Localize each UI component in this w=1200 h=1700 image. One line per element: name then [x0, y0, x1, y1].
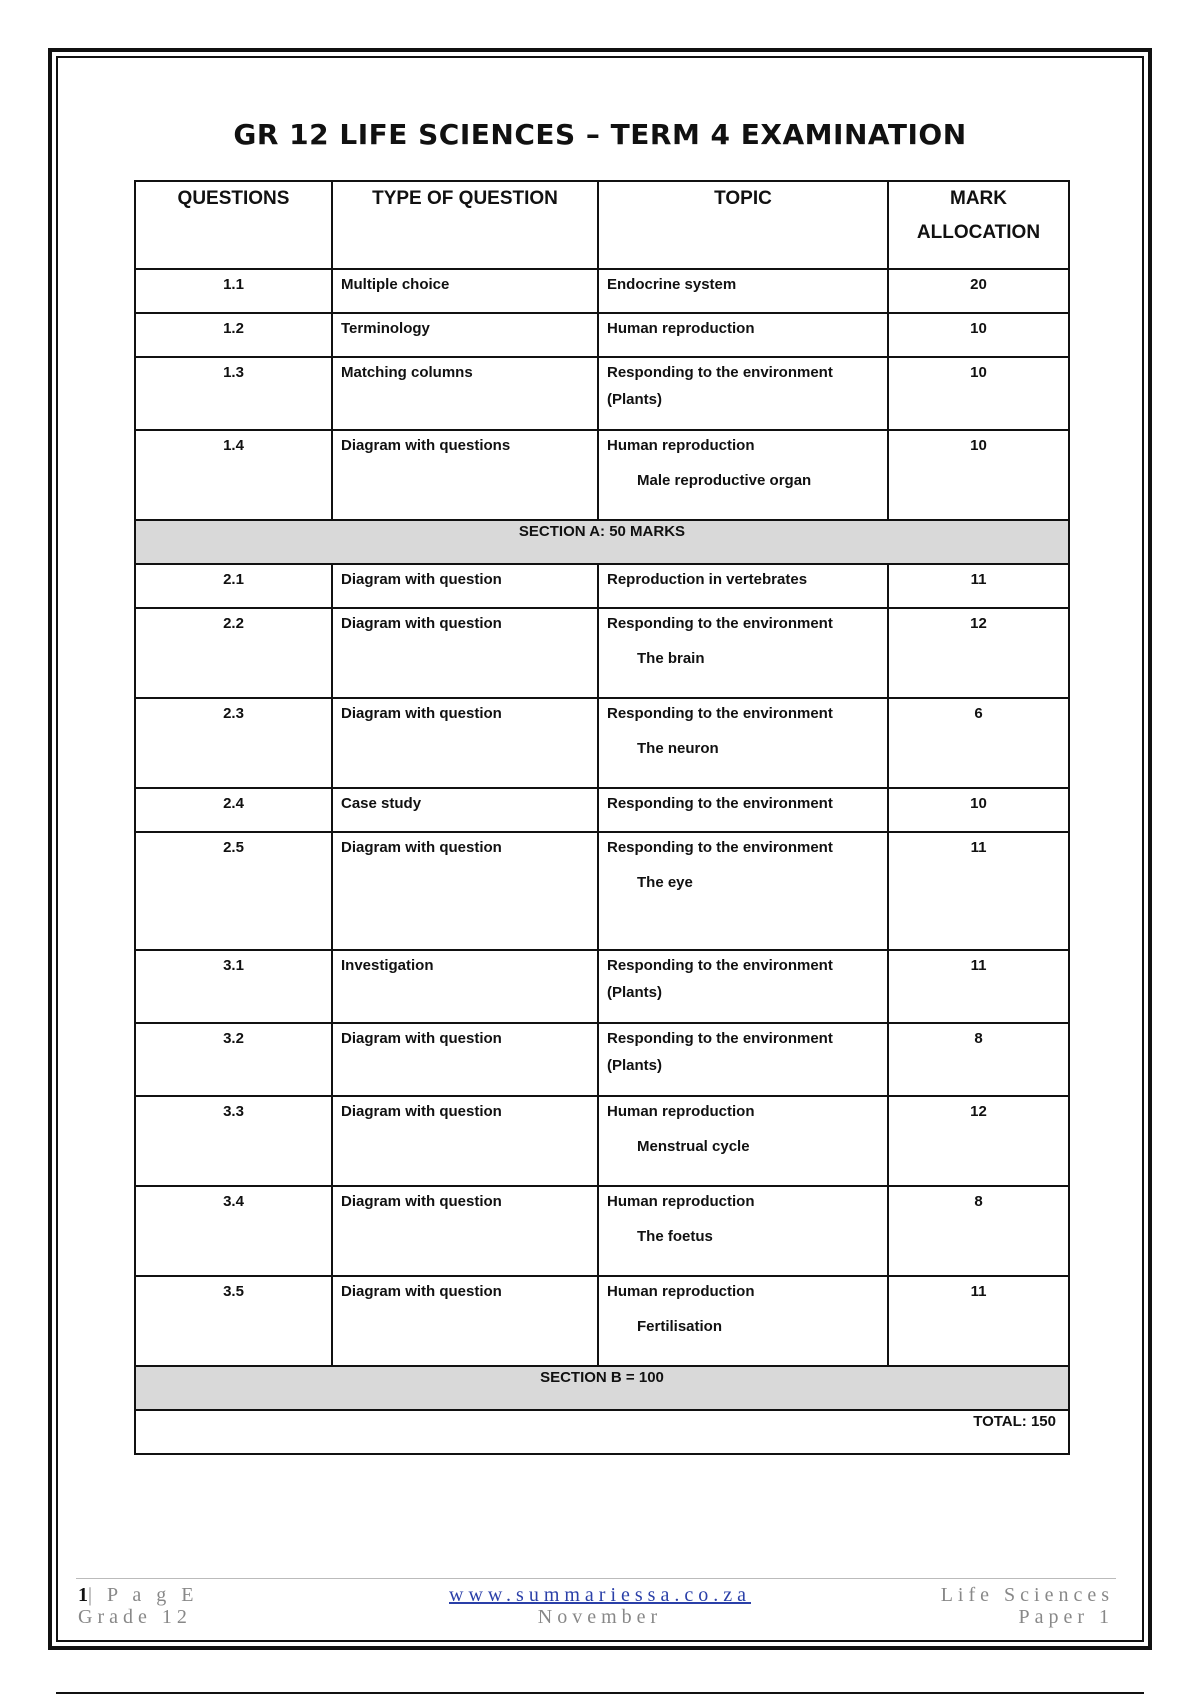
table-row [135, 1023, 1069, 1096]
question-mark: 11 [888, 1276, 1069, 1366]
section-a-label: SECTION A: 50 MARKS [135, 520, 1069, 564]
table-row [135, 313, 1069, 357]
section-b-row [135, 1366, 1069, 1410]
footer-grade: Grade 12 [78, 1606, 192, 1628]
question-topic [598, 1186, 888, 1276]
question-topic [598, 832, 888, 950]
question-topic [598, 698, 888, 788]
question-type: Investigation [332, 950, 598, 1023]
topic-main: Human reproduction [607, 1103, 755, 1120]
question-mark: 10 [888, 788, 1069, 832]
topic-sub: Fertilisation [637, 1318, 723, 1335]
bottom-rule [56, 1692, 1144, 1694]
question-type: Diagram with question [332, 1186, 598, 1276]
section-b-label: SECTION B = 100 [135, 1366, 1069, 1410]
question-number: 1.2 [135, 313, 332, 357]
question-topic [598, 430, 888, 520]
topic-main: Human reproduction [607, 437, 755, 454]
question-mark: 11 [888, 950, 1069, 1023]
topic-main: Responding to the environment [607, 839, 833, 856]
table-row [135, 608, 1069, 698]
total-label: TOTAL: 150 [135, 1410, 1069, 1454]
question-topic [598, 1023, 888, 1096]
topic-main: Human reproduction [607, 1283, 755, 1300]
question-topic [598, 564, 888, 608]
table-row [135, 564, 1069, 608]
question-number: 2.4 [135, 788, 332, 832]
question-number: 1.3 [135, 357, 332, 430]
header-topic: TOPIC [598, 181, 888, 269]
question-mark: 11 [888, 564, 1069, 608]
question-topic [598, 269, 888, 313]
question-number: 3.2 [135, 1023, 332, 1096]
topic-main: Responding to the environment [607, 705, 833, 722]
page-label: | P a g E [88, 1584, 199, 1606]
question-mark: 10 [888, 357, 1069, 430]
topic-main: Responding to the environment [607, 1030, 833, 1047]
footer-subject: Life Sciences [940, 1584, 1114, 1606]
footer-paper: Paper 1 [1018, 1606, 1114, 1628]
header-questions: QUESTIONS [135, 181, 332, 269]
exam-table [134, 180, 1070, 1455]
topic-sub: Menstrual cycle [637, 1138, 750, 1155]
question-mark: 10 [888, 313, 1069, 357]
table-row [135, 788, 1069, 832]
section-a-row [135, 520, 1069, 564]
footer-divider [76, 1578, 1116, 1579]
question-type: Diagram with question [332, 1023, 598, 1096]
footer-center [300, 1584, 900, 1628]
topic-sub: The eye [637, 874, 693, 891]
table-row [135, 1186, 1069, 1276]
question-number: 3.3 [135, 1096, 332, 1186]
question-topic [598, 313, 888, 357]
page-number: 1 [78, 1584, 88, 1606]
question-mark: 8 [888, 1186, 1069, 1276]
table-row [135, 832, 1069, 950]
topic-sub: The neuron [637, 740, 719, 757]
table-row [135, 357, 1069, 430]
header-type: TYPE OF QUESTION [332, 181, 598, 269]
topic-sub: Male reproductive organ [637, 472, 812, 489]
topic-sub: (Plants) [607, 1057, 663, 1074]
topic-main: Responding to the environment [607, 795, 833, 812]
question-number: 1.4 [135, 430, 332, 520]
topic-main: Reproduction in vertebrates [607, 571, 808, 588]
question-mark: 10 [888, 430, 1069, 520]
total-row [135, 1410, 1069, 1454]
question-number: 2.2 [135, 608, 332, 698]
question-type: Diagram with question [332, 832, 598, 950]
website-link[interactable]: www.summariessa.co.za [449, 1584, 751, 1606]
question-type: Diagram with question [332, 608, 598, 698]
topic-main: Responding to the environment [607, 615, 833, 632]
footer-right [941, 1584, 1114, 1628]
question-type: Diagram with question [332, 564, 598, 608]
page-title: GR 12 LIFE SCIENCES – TERM 4 EXAMINATION [233, 118, 967, 151]
question-topic [598, 357, 888, 430]
question-type: Multiple choice [332, 269, 598, 313]
question-mark: 11 [888, 832, 1069, 950]
question-type: Case study [332, 788, 598, 832]
question-topic [598, 788, 888, 832]
topic-main: Responding to the environment [607, 364, 833, 381]
question-number: 3.4 [135, 1186, 332, 1276]
topic-main: Human reproduction [607, 1193, 755, 1210]
table-row [135, 1096, 1069, 1186]
question-topic [598, 608, 888, 698]
table-row [135, 269, 1069, 313]
question-mark: 8 [888, 1023, 1069, 1096]
footer-left [78, 1584, 198, 1628]
topic-main: Human reproduction [607, 320, 755, 337]
question-topic [598, 950, 888, 1023]
table-row [135, 1276, 1069, 1366]
question-mark: 6 [888, 698, 1069, 788]
topic-main: Endocrine system [607, 276, 737, 293]
question-number: 3.1 [135, 950, 332, 1023]
question-type: Diagram with question [332, 698, 598, 788]
question-type: Matching columns [332, 357, 598, 430]
table-row [135, 950, 1069, 1023]
question-type: Diagram with question [332, 1096, 598, 1186]
table-row [135, 698, 1069, 788]
question-topic [598, 1096, 888, 1186]
question-number: 2.3 [135, 698, 332, 788]
question-mark: 20 [888, 269, 1069, 313]
topic-sub: (Plants) [607, 391, 663, 408]
question-topic [598, 1276, 888, 1366]
question-number: 3.5 [135, 1276, 332, 1366]
question-number: 2.1 [135, 564, 332, 608]
table-header-row [135, 181, 1069, 269]
question-type: Terminology [332, 313, 598, 357]
footer-page [78, 1584, 198, 1606]
topic-sub: The brain [637, 650, 705, 667]
question-mark: 12 [888, 1096, 1069, 1186]
footer-month: November [537, 1606, 663, 1628]
question-type: Diagram with questions [332, 430, 598, 520]
topic-sub: The foetus [637, 1228, 713, 1245]
topic-sub: (Plants) [607, 984, 663, 1001]
question-mark: 12 [888, 608, 1069, 698]
question-number: 2.5 [135, 832, 332, 950]
question-number: 1.1 [135, 269, 332, 313]
topic-main: Responding to the environment [607, 957, 833, 974]
header-mark: MARK ALLOCATION [888, 181, 1069, 269]
question-type: Diagram with question [332, 1276, 598, 1366]
table-row [135, 430, 1069, 520]
